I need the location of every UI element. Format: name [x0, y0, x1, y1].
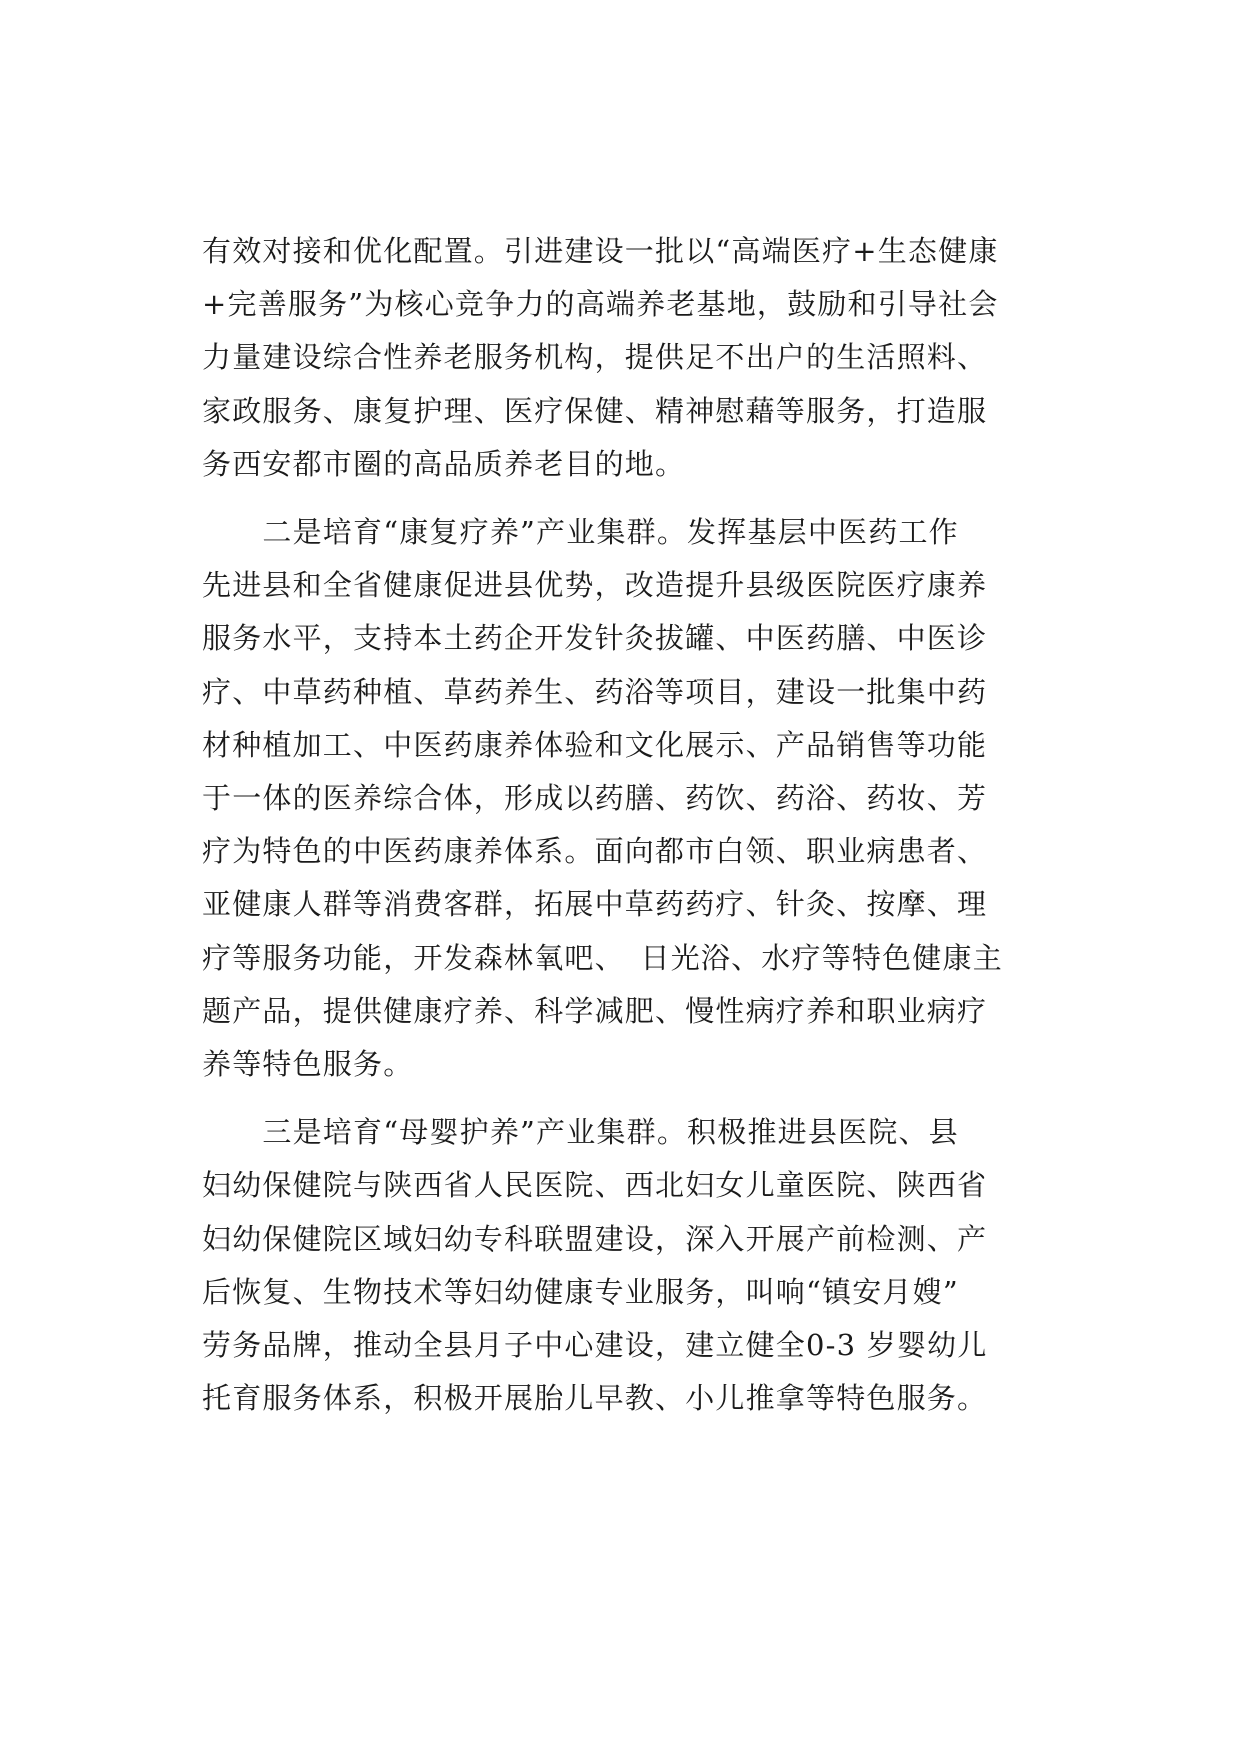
text-line: 养等特色服务。	[202, 1047, 414, 1082]
text-line: 于一体的医养综合体，形成以药膳、药饮、药浴、药妆、芳	[202, 781, 988, 816]
text-line: 亚健康人群等消费客群，拓展中草药药疗、针灸、按摩、理	[202, 887, 988, 922]
text-line: 妇幼保健院区域妇幼专科联盟建设，深入开展产前检测、产	[202, 1221, 988, 1256]
body-text	[202, 225, 1068, 1440]
text-line: 题产品，提供健康疗养、科学减肥、慢性病疗养和职业病疗	[202, 993, 988, 1028]
text-line: 后恢复、生物技术等妇幼健康专业服务，叫响“镇安月嫂”	[202, 1274, 959, 1309]
text-line: 服务水平，支持本土药企开发针灸拔罐、中医药膳、中医诊	[202, 621, 988, 656]
paragraph-2	[202, 506, 1068, 1091]
text-line: 疗为特色的中医药康养体系。面向都市白领、职业病患者、	[202, 834, 988, 869]
text-line: 材种植加工、中医药康养体验和文化展示、产品销售等功能	[202, 727, 988, 762]
text-line: 先进县和全省健康促进县优势，改造提升县级医院医疗康养	[202, 568, 988, 603]
text-line: 疗等服务功能，开发森林氧吧、 日光浴、水疗等特色健康主	[202, 940, 1003, 975]
text-line: 托育服务体系，积极开展胎儿早教、小儿推拿等特色服务。	[202, 1381, 988, 1416]
text-line: 务西安都市圈的高品质养老目的地。	[202, 446, 686, 481]
text-line: 家政服务、康复护理、医疗保健、精神慰藉等服务，打造服	[202, 393, 988, 428]
text-line: +完善服务”为核心竞争力的高端养老基地，鼓励和引导社会	[202, 287, 999, 322]
text-line: 力量建设综合性养老服务机构，提供足不出户的生活照料、	[202, 340, 988, 375]
paragraph-3	[202, 1106, 1068, 1425]
text-line: 二是培育“康复疗养”产业集群。发挥基层中医药工作	[202, 515, 959, 550]
text-line: 有效对接和优化配置。引进建设一批以“高端医疗+生态健康	[202, 234, 999, 268]
text-line: 疗、中草药种植、草药养生、药浴等项目，建设一批集中药	[202, 674, 988, 709]
paragraph-1	[202, 225, 1068, 491]
text-line: 劳务品牌，推动全县月子中心建设，建立健全0-3 岁婴幼儿	[202, 1328, 988, 1363]
text-line: 三是培育“母婴护养”产业集群。积极推进县医院、县	[202, 1115, 959, 1150]
text-line: 妇幼保健院与陕西省人民医院、西北妇女儿童医院、陕西省	[202, 1168, 988, 1203]
